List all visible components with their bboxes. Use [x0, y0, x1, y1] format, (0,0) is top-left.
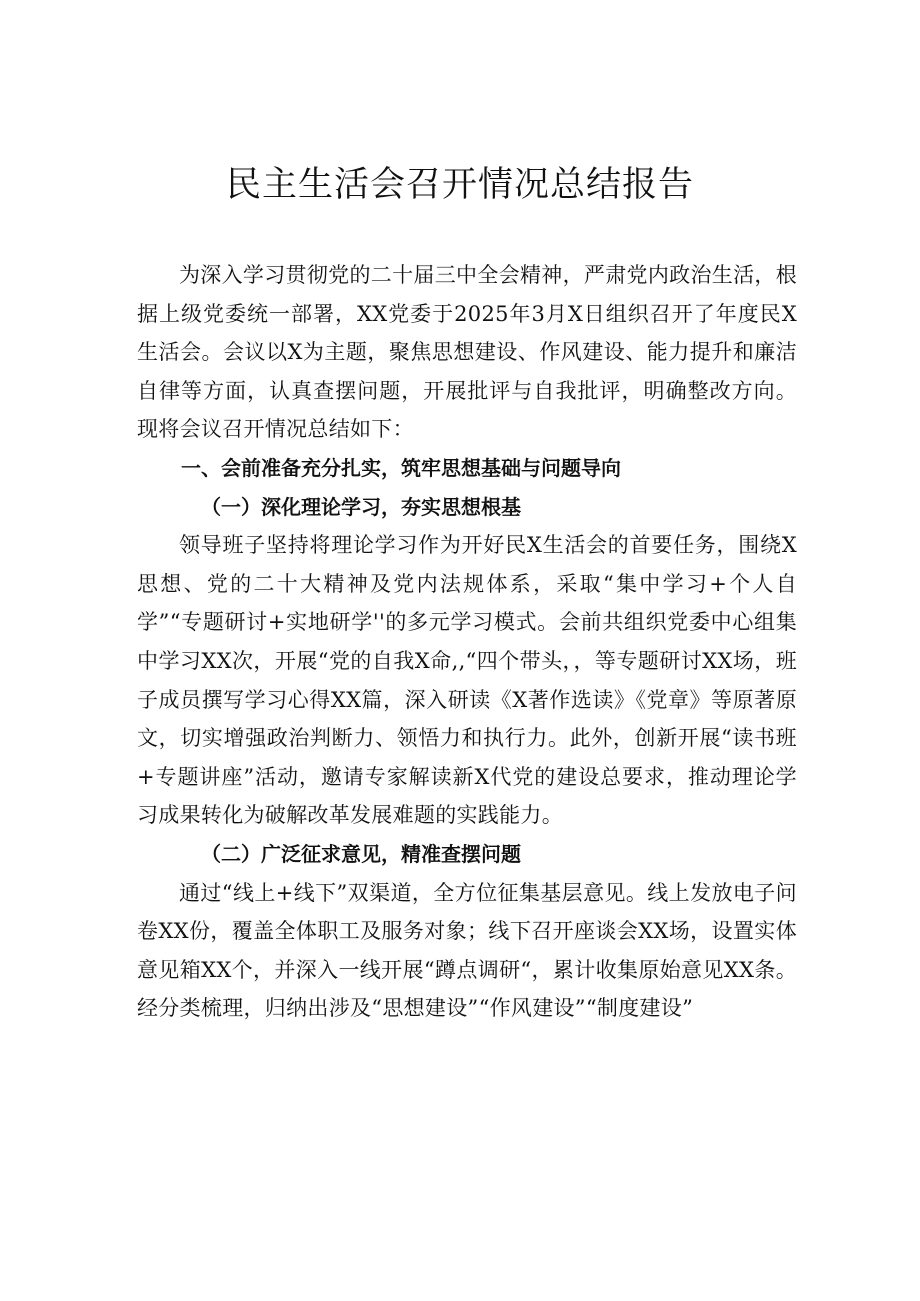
subsection-heading-1-1: （一）深化理论学习，夯实思想根基: [201, 494, 521, 519]
intro-paragraph: 为深入学习贯彻党的二十届三中全会精神，严肃党内政治生活，根据上级党委统一部署，XX党委于2025年3月X日组织召开了年度民X生活会。会议以X为主题，聚焦思想建设、作风建设、能力提升和廉洁自律等方面，认真查摆问题，开展批评与自我批评，明确整改方向。现将会议召开情况总结如下：: [137, 263, 797, 442]
subsection-heading-1-2: （二）广泛征求意见，精准查摆问题: [201, 841, 521, 866]
subsection-paragraph-1-1: 领导班子坚持将理论学习作为开好民X生活会的首要任务，围绕X思想、党的二十大精神及党内法规体系，采取“集中学习+个人自学”“专题研讨+实地研学''的多元学习模式。会前共组织党委中心组集中学习XX次，开展“党的自我X命,,“四个带头，，等专题研讨XX场，班子成员撰写学习心得XX篇，深入研读《X著作选读》《党章》等原著原文，切实增强政治判断力、领悟力和执行力。此外，创新开展“读书班+专题讲座”活动，邀请专家解读新X代党的建设总要求，推动理论学习成果转化为破解改革发展难题的实践能力。: [137, 533, 797, 828]
subsection-paragraph-1-2: 通过“线上+线下”双渠道，全方位征集基层意见。线上发放电子问卷XX份，覆盖全体职工及服务对象；线下召开座谈会XX场，设置实体意见箱XX个，并深入一线开展“蹲点调研“，累计收集原始意见XX条。经分类梳理，归纳出涉及“思想建设”“作风建设”“制度建设”: [137, 880, 797, 1021]
document-body: [137, 256, 797, 1028]
section-heading-1: 一、会前准备充分扎实，筑牢思想基础与问题导向: [181, 455, 621, 480]
document-title: 民主生活会召开情况总结报告: [225, 165, 694, 205]
